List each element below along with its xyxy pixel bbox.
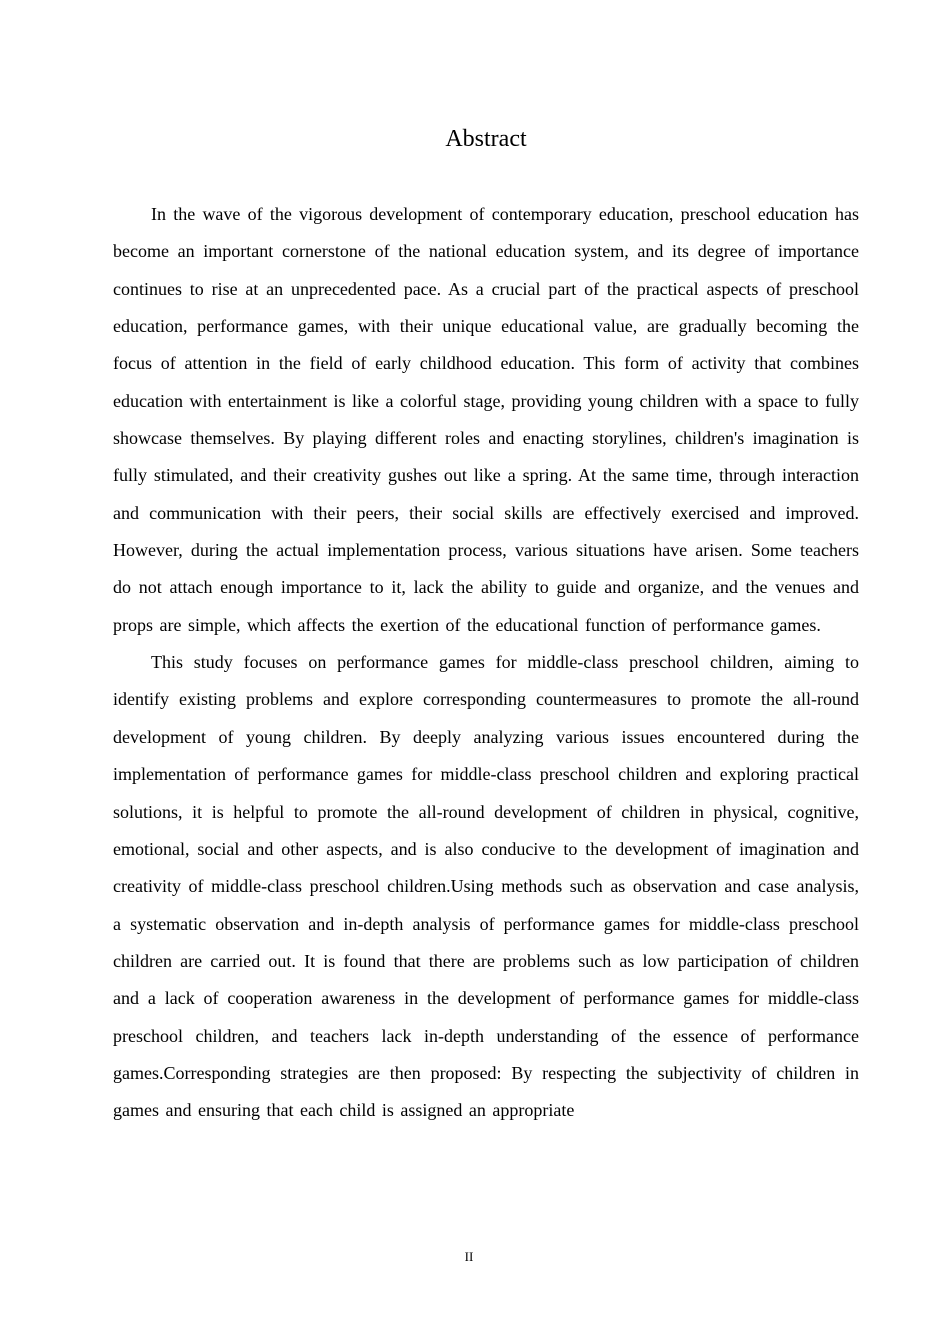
abstract-paragraph-2: This study focuses on performance games for middle-class preschool children, aiming to identify existing problems and explore corresponding countermeasures to promote the all-round development of young children. By deeply analyzing various issues encountered during the implementation of performance games for middle-class preschool children and exploring practical solutions, it is helpful to promote the all-round development of children in physical, cognitive, emotional, social and other aspects, and is also conducive to the development of imagination and creativity of middle-class preschool children.Using methods such as observation and case analysis, a systematic observation and in-depth analysis of performance games for middle-class preschool children are carried out. It is found that there are problems such as low participation of children and a lack of cooperation awareness in the development of performance games for middle-class preschool children, and teachers lack in-depth understanding of the essence of performance games.Corresponding strategies are then proposed: By respecting the subjectivity of children in games and ensuring that each child is assigned an appropriate [113,652,859,1121]
page-title: Abstract [445,126,527,152]
abstract-body [113,196,859,1130]
page-number: II [464,1249,474,1264]
abstract-paragraph-1: In the wave of the vigorous development of contemporary education, preschool education has become an important cornerstone of the national education system, and its degree of importance continues to rise at an unprecedented pace. As a crucial part of the practical aspects of preschool education, performance games, with their unique educational value, are gradually becoming the focus of attention in the field of early childhood education. This form of activity that combines education with entertainment is like a colorful stage, providing young children with a space to fully showcase themselves. By playing different roles and enacting storylines, children's imagination is fully stimulated, and their creativity gushes out like a spring. At the same time, through interaction and communication with their peers, their social skills are effectively exercised and improved. However, during the actual implementation process, various situations have arisen. Some teachers do not attach enough importance to it, lack the ability to guide and organize, and the venues and props are simple, which affects the exertion of the educational function of performance games. [113,204,859,635]
